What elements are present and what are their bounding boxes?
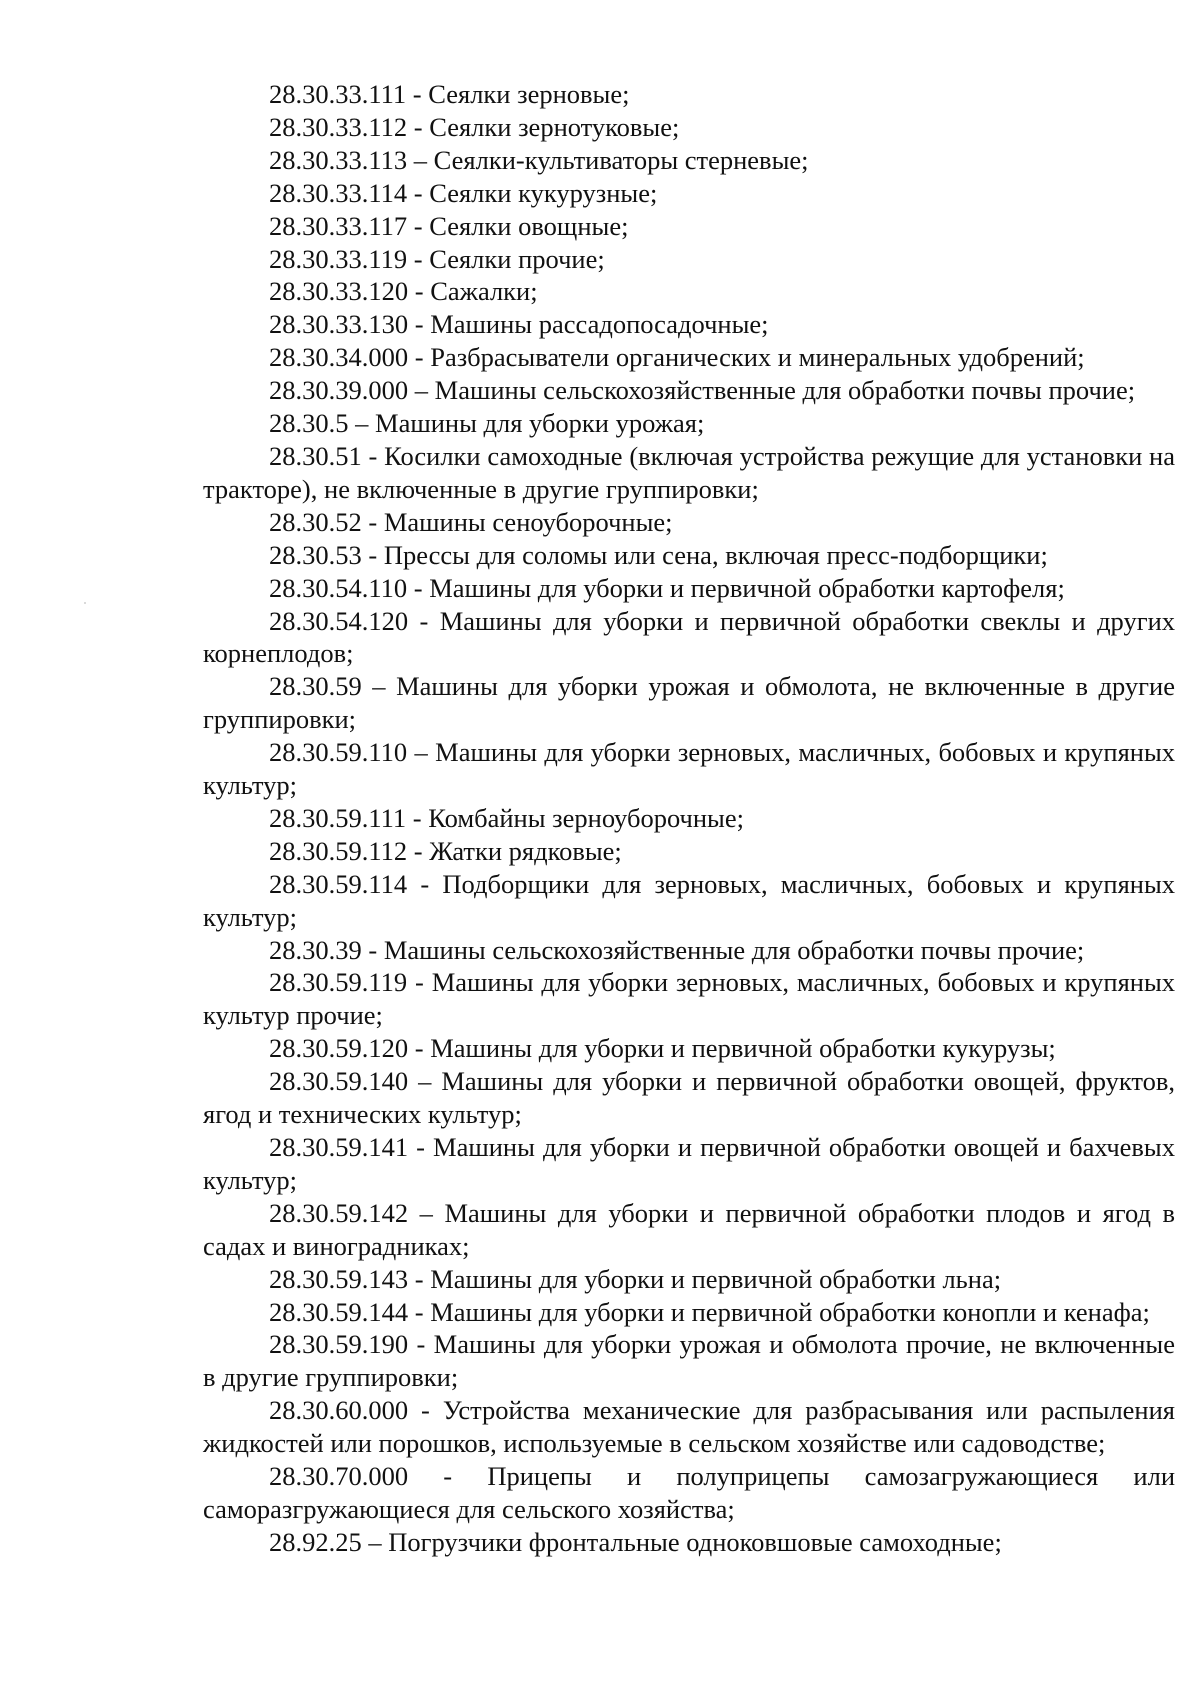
entry-description: Машины для уборки и первичной обработки свеклы и других корнеплодов;: [203, 605, 1175, 669]
entry-separator: –: [408, 1197, 445, 1228]
entry-code: 28.30.59.140: [269, 1066, 409, 1097]
entry-description: Прессы для соломы или сена, включая пресс-подборщики;: [383, 539, 1048, 570]
entry-code: 28.30.33.120: [269, 276, 409, 307]
entry-code: 28.30.39.000: [269, 375, 409, 406]
entry-description: Сеялки-культиваторы стерневые;: [433, 144, 809, 175]
entry-description: Машины для уборки и первичной обработки картофеля;: [429, 572, 1065, 603]
entry-separator: -: [408, 1132, 434, 1162]
entry-code: 28.30.59.142: [269, 1197, 409, 1228]
classifier-entry: [203, 1328, 1175, 1394]
entry-description: Машины для уборки и первичной обработки овощей, фруктов, ягод и технических культур;: [203, 1066, 1176, 1130]
entry-description: Сажалки;: [430, 276, 538, 307]
entry-separator: -: [406, 802, 429, 833]
entry-code: 28.30.53: [269, 539, 362, 570]
entry-code: 28.30.59.111: [269, 802, 407, 833]
entry-separator: -: [361, 440, 385, 471]
entry-description: Машины для уборки и первичной обработки плодов и ягод в садах и виноградниках;: [203, 1197, 1175, 1261]
entry-separator: -: [408, 1296, 431, 1327]
entry-code: 28.30.70.000: [269, 1461, 409, 1492]
entry-description: Машины для уборки урожая и обмолота прочие, не включенные в другие группировки;: [203, 1329, 1175, 1393]
entry-description: Разбрасыватели органических и минеральных удобрений;: [430, 342, 1085, 373]
entry-code: 28.30.33.119: [269, 243, 408, 274]
entry-separator: -: [407, 572, 430, 603]
entry-description: Сеялки зернотуковые;: [429, 111, 680, 142]
entry-description: Машины сеноуборочные;: [383, 506, 673, 537]
entry-description: Машины для уборки урожая и обмолота, не включенные в другие группировки;: [203, 671, 1175, 735]
entry-code: 28.30.59.143: [269, 1263, 409, 1294]
entry-separator: -: [408, 1329, 434, 1360]
entry-code: 28.30.54.110: [269, 572, 408, 603]
scan-speck: [84, 602, 86, 604]
classifier-entry: [203, 1131, 1175, 1197]
entry-separator: -: [407, 868, 443, 899]
entry-separator: -: [408, 1263, 431, 1294]
entry-description: Машины для уборки и первичной обработки овощей и бахчевых культур;: [203, 1132, 1175, 1195]
entry-code: 28.30.59.190: [269, 1329, 409, 1360]
classifier-entry: [203, 934, 1175, 967]
entry-separator: –: [361, 671, 397, 702]
entry-code: 28.30.59.144: [269, 1296, 409, 1327]
entry-description: Машины сельскохозяйственные для обработки почвы прочие;: [434, 375, 1136, 406]
classifier-entry: [203, 341, 1175, 374]
entry-separator: -: [408, 1395, 443, 1426]
entry-code: 28.30.52: [269, 506, 362, 537]
classifier-entry: [203, 1526, 1175, 1559]
classifier-entry: [203, 966, 1175, 1032]
entry-description: Погрузчики фронтальные одноковшовые самоходные;: [388, 1526, 1002, 1557]
entry-separator: –: [407, 144, 434, 175]
entry-separator: -: [406, 79, 429, 109]
entry-separator: -: [361, 934, 384, 965]
entry-description: Машины для уборки урожая;: [375, 408, 705, 439]
entry-code: 28.30.60.000: [269, 1395, 409, 1426]
entry-code: 28.30.59.120: [269, 1033, 409, 1064]
entry-code: 28.30.34.000: [269, 342, 409, 373]
entry-code: 28.92.25: [269, 1526, 362, 1557]
classifier-entry: [203, 736, 1175, 802]
entry-description: Сеялки овощные;: [429, 210, 629, 241]
classifier-entry: [203, 144, 1175, 177]
entry-description: Сеялки зерновые;: [428, 79, 630, 109]
classifier-entry: [203, 868, 1175, 934]
classifier-entry: [203, 374, 1175, 407]
entry-description: Прицепы и полуприцепы самозагружающиеся или саморазгружающиеся для сельского хозяйства;: [203, 1461, 1175, 1524]
entry-code: 28.30.33.111: [269, 79, 407, 109]
entry-separator: -: [408, 309, 431, 340]
classifier-entry: [203, 670, 1175, 736]
entry-code: 28.30.54.120: [269, 605, 409, 636]
classifier-entry: [203, 605, 1175, 671]
entry-code: 28.30.59.141: [269, 1132, 409, 1162]
entry-code: 28.30.59.110: [269, 737, 408, 768]
entry-code: 28.30.33.112: [269, 111, 408, 142]
entry-code: 28.30.59.119: [269, 967, 408, 998]
entry-separator: -: [361, 506, 384, 537]
entry-description: Жатки рядковые;: [429, 835, 622, 866]
entry-code: 28.30.59: [269, 671, 362, 702]
entry-separator: -: [407, 835, 430, 866]
entry-separator: -: [407, 111, 430, 142]
entry-description: Косилки самоходные (включая устройства режущие для установки на тракторе), не включенные в другие группировки;: [203, 440, 1175, 504]
classifier-entry: [203, 802, 1175, 835]
entry-separator: -: [407, 210, 430, 241]
classifier-entry: [203, 1065, 1175, 1131]
classifier-entry: [203, 1197, 1175, 1263]
entry-separator: -: [408, 1461, 488, 1492]
entry-code: 28.30.39: [269, 934, 362, 965]
entry-description: Машины для уборки зерновых, масличных, бобовых и крупяных культур;: [203, 737, 1175, 801]
entry-separator: -: [408, 276, 431, 307]
entry-description: Устройства механические для разбрасывания или распыления жидкостей или порошков, используемые в сельском хозяйстве или садоводстве;: [203, 1395, 1175, 1459]
entry-description: Сеялки кукурузные;: [429, 177, 658, 208]
classifier-entry: [203, 1460, 1175, 1526]
classifier-entry: [203, 1394, 1175, 1460]
entry-description: Подборщики для зерновых, масличных, бобовых и крупяных культур;: [203, 868, 1175, 932]
classifier-entry: [203, 1263, 1175, 1296]
entry-code: 28.30.51: [269, 440, 362, 471]
entry-separator: –: [348, 408, 375, 439]
entry-code: 28.30.59.112: [269, 835, 408, 866]
classifier-entry: [203, 506, 1175, 539]
classifier-entry: [203, 1296, 1175, 1329]
entry-code: 28.30.33.117: [269, 210, 408, 241]
entry-description: Машины для уборки и первичной обработки конопли и кенафа;: [430, 1296, 1150, 1327]
classifier-entry: [203, 407, 1175, 440]
entry-description: Сеялки прочие;: [429, 243, 605, 274]
entry-code: 28.30.59.114: [269, 868, 408, 899]
entry-description: Машины для уборки и первичной обработки кукурузы;: [430, 1033, 1056, 1064]
entry-separator: -: [408, 1033, 431, 1064]
classifier-entry: [203, 275, 1175, 308]
classifier-entry: [203, 243, 1175, 276]
classifier-entry: [203, 111, 1175, 144]
entry-separator: –: [407, 737, 436, 768]
classifier-entry: [203, 1032, 1175, 1065]
entry-separator: -: [407, 967, 432, 998]
classifier-entry: [203, 210, 1175, 243]
entry-separator: -: [361, 539, 384, 570]
entry-separator: –: [408, 375, 435, 406]
classifier-entry: [203, 572, 1175, 605]
entry-code: 28.30.5: [269, 408, 349, 439]
entry-code: 28.30.33.130: [269, 309, 409, 340]
entry-separator: -: [408, 342, 431, 373]
classifier-entry: [203, 440, 1175, 506]
entry-separator: -: [407, 177, 430, 208]
entry-description: Машины рассадопосадочные;: [430, 309, 769, 340]
entry-description: Комбайны зерноуборочные;: [428, 802, 744, 833]
entry-description: Машины для уборки и первичной обработки льна;: [430, 1263, 1002, 1294]
classifier-entry: [203, 539, 1175, 572]
entry-description: Машины для уборки зерновых, масличных, бобовых и крупяных культур прочие;: [203, 967, 1175, 1031]
entry-separator: -: [407, 243, 430, 274]
entry-separator: -: [408, 605, 440, 636]
classifier-entry: [203, 835, 1175, 868]
entry-description: Машины сельскохозяйственные для обработки почвы прочие;: [383, 934, 1085, 965]
classifier-entry: [203, 78, 1175, 111]
entry-code: 28.30.33.114: [269, 177, 408, 208]
classifier-list: [203, 78, 1175, 1559]
classifier-entry: [203, 177, 1175, 210]
entry-separator: –: [361, 1526, 389, 1557]
entry-code: 28.30.33.113: [269, 144, 408, 175]
classifier-entry: [203, 308, 1175, 341]
entry-separator: –: [408, 1066, 442, 1097]
